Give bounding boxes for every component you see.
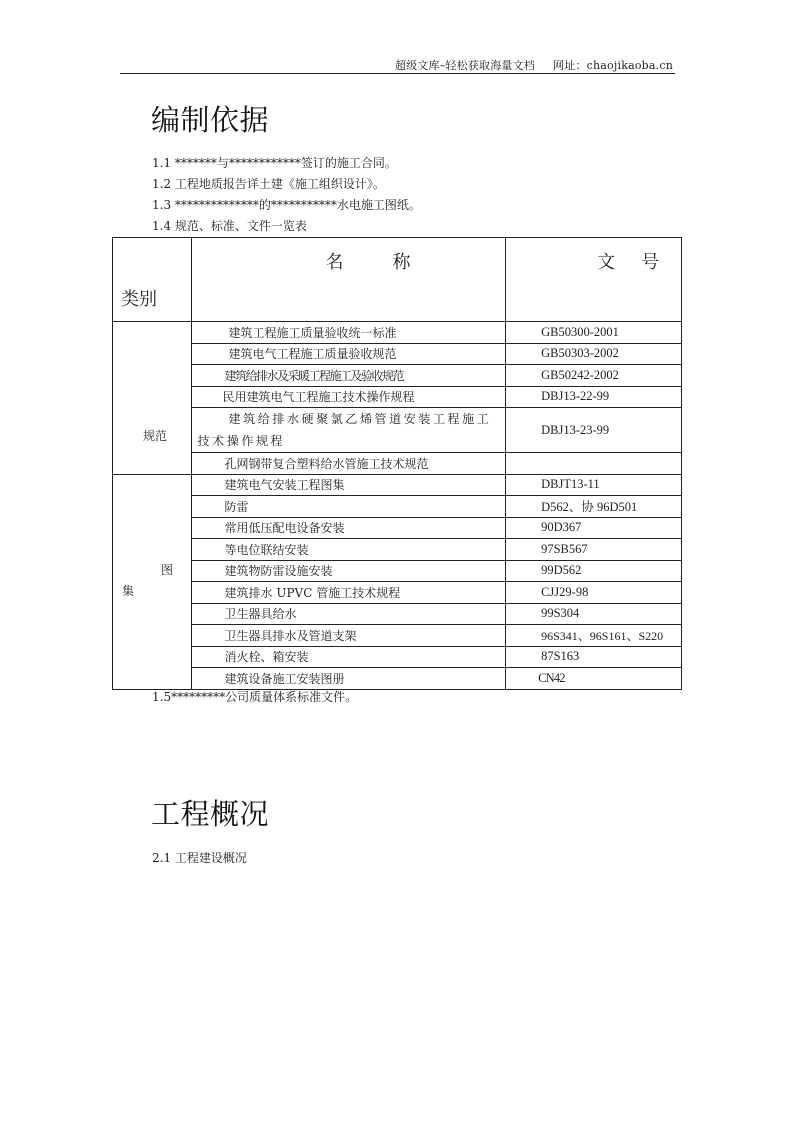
row-code: GB50242-2002: [506, 365, 682, 387]
row-code: DBJ13-22-99: [506, 386, 682, 408]
table-row: [113, 517, 682, 539]
row-name: 卫生器具排水及管道支架: [191, 625, 506, 647]
basis-item-4: 1.4 规范、标准、文件一览表: [152, 219, 307, 233]
section-title-overview: 工程概况: [151, 797, 270, 831]
header-code-1: 文: [597, 252, 616, 273]
header-url-label: 网址：: [553, 59, 587, 72]
standards-table: [112, 237, 682, 690]
header-category: 类别: [121, 289, 157, 310]
header-code-2: 号: [641, 252, 660, 273]
row-name: 建筑给排水及采暖工程施工及验收规范: [191, 365, 506, 387]
table-row: [113, 582, 682, 604]
row-name: 民用建筑电气工程施工技术操作规程: [191, 386, 506, 408]
category-cell-atlas: [113, 474, 192, 689]
row-code: 90D367: [506, 517, 682, 539]
row-name: 建筑设备施工安装图册: [191, 668, 506, 690]
row-code: GB50300-2001: [506, 322, 682, 344]
table-row: [113, 539, 682, 561]
basis-item-1: 1.1 *******与************签订的施工合同。: [152, 156, 397, 170]
row-code: D562、协 96D501: [506, 496, 682, 518]
row-name: 建筑物防雷设施安装: [191, 560, 506, 582]
row-code: 87S163: [506, 646, 682, 668]
row-code: GB50303-2002: [506, 343, 682, 365]
header-name-2: 称: [392, 252, 411, 273]
row-name: 卫生器具给水: [191, 603, 506, 625]
row-code: DBJ13-23-99: [506, 408, 682, 453]
row-name: 建筑排水 UPVC 管施工技术规程: [191, 582, 506, 604]
table-row: [113, 322, 682, 344]
table-row: [113, 668, 682, 690]
basis-item-3: 1.3 **************的***********水电施工图纸。: [152, 198, 421, 212]
table-row: [113, 408, 682, 453]
category-atlas-2: 集: [122, 583, 135, 598]
table-row: [113, 625, 682, 647]
table-header-row: [113, 238, 682, 322]
section-title-basis: 编制依据: [151, 103, 270, 137]
table-row: [113, 560, 682, 582]
row-code: 96S341、96S161、S220: [506, 625, 682, 647]
row-name: 建筑工程施工质量验收统一标准: [191, 322, 506, 344]
page-header: [395, 57, 673, 73]
table-row: [113, 343, 682, 365]
header-divider: [120, 73, 675, 74]
header-url[interactable]: chaojikaoba.cn: [586, 59, 673, 72]
basis-item-5: 1.5*********公司质量体系标准文件。: [152, 690, 358, 704]
category-standards: 规范: [143, 429, 168, 443]
row-code: 99S304: [506, 603, 682, 625]
header-category-cell: [113, 238, 192, 322]
row-name: 常用低压配电设备安装: [191, 517, 506, 539]
row-code: CN42: [506, 668, 682, 690]
table-row: [113, 496, 682, 518]
overview-item-1: 2.1 工程建设概况: [152, 851, 247, 865]
category-atlas-1: 图: [161, 562, 174, 577]
table-row: [113, 646, 682, 668]
category-cell-standards: [113, 322, 192, 475]
row-code: DBJT13-11: [506, 474, 682, 496]
basis-item-2: 1.2 工程地质报告详土建《施工组织设计》。: [152, 177, 385, 191]
row-code: 99D562: [506, 560, 682, 582]
header-code-cell: [506, 238, 682, 322]
row-name: 消火栓、箱安装: [191, 646, 506, 668]
table-row: [113, 474, 682, 496]
table-row: [113, 386, 682, 408]
table-row: [113, 365, 682, 387]
row-name: 防雷: [191, 496, 506, 518]
row-name: 建筑电气安装工程图集: [191, 474, 506, 496]
row-name: 建筑电气工程施工质量验收规范: [191, 343, 506, 365]
table-row: [113, 603, 682, 625]
header-name-cell: [191, 238, 506, 322]
row-code: CJJ29-98: [506, 582, 682, 604]
row-name: 建筑给排水硬聚氯乙烯管道安装工程施工技术操作规程: [191, 408, 506, 453]
row-code: [506, 453, 682, 475]
row-code: 97SB567: [506, 539, 682, 561]
header-name-1: 名: [325, 252, 344, 273]
row-name: 等电位联结安装: [191, 539, 506, 561]
row-name: 孔网钢带复合塑料给水管施工技术规范: [191, 453, 506, 475]
table-row: [113, 453, 682, 475]
header-site-text: 超级文库–轻松获取海量文档: [394, 59, 536, 72]
